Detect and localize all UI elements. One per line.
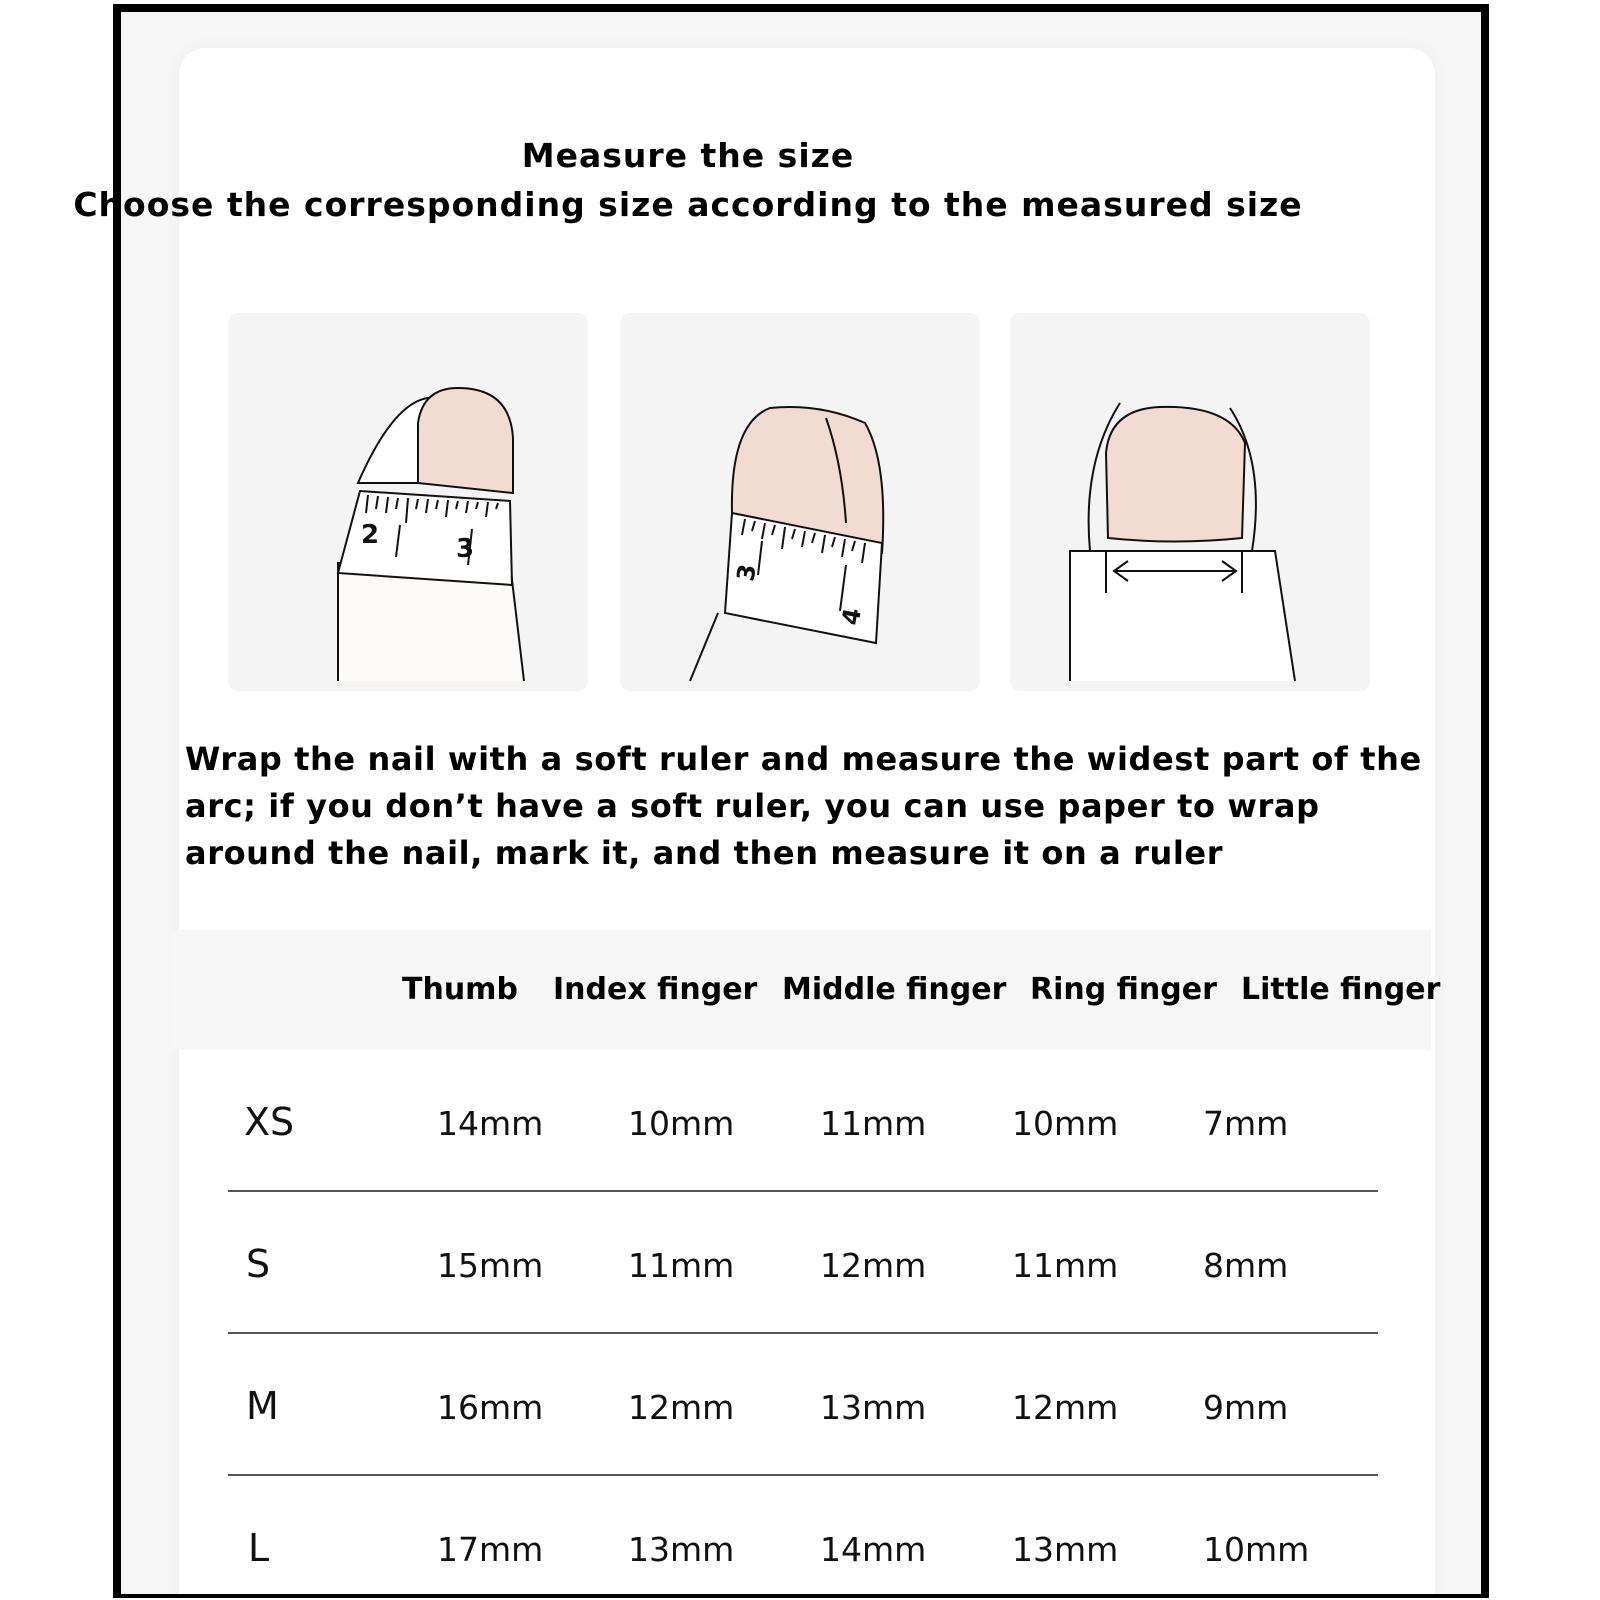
table-cell: 11mm	[1012, 1246, 1119, 1285]
table-cell: 11mm	[820, 1104, 927, 1143]
table-cell: 16mm	[437, 1388, 544, 1427]
size-label-s: S	[246, 1242, 271, 1286]
page-subtitle: Choose the corresponding size according to the measured size	[73, 185, 1303, 224]
column-header-index: Index finger	[553, 972, 758, 1007]
table-cell: 14mm	[437, 1104, 544, 1143]
table-cell: 7mm	[1203, 1104, 1289, 1143]
table-cell: 14mm	[820, 1530, 927, 1569]
column-header-little: Little finger	[1241, 972, 1441, 1007]
row-divider	[228, 1474, 1378, 1476]
table-cell: 13mm	[1012, 1530, 1119, 1569]
illustration-nail-width	[1010, 313, 1370, 691]
illustration-thumb	[228, 313, 588, 691]
table-cell: 15mm	[437, 1246, 544, 1285]
table-cell: 13mm	[820, 1388, 927, 1427]
column-header-thumb: Thumb	[402, 972, 518, 1007]
row-divider	[228, 1190, 1378, 1192]
table-cell: 13mm	[628, 1530, 735, 1569]
row-divider	[228, 1332, 1378, 1334]
ruler-number: 3	[456, 534, 475, 564]
table-cell: 10mm	[1012, 1104, 1119, 1143]
page-title: Measure the size	[521, 136, 855, 175]
ruler-number: 3	[731, 561, 762, 584]
table-cell: 12mm	[628, 1388, 735, 1427]
finger-ruler-wrap-icon	[620, 313, 980, 691]
nail-width-arrow-icon	[1010, 313, 1370, 691]
table-cell: 9mm	[1203, 1388, 1289, 1427]
table-cell: 12mm	[820, 1246, 927, 1285]
table-cell: 12mm	[1012, 1388, 1119, 1427]
measurement-instructions: Wrap the nail with a soft ruler and measure the widest part of the arc; if you don’t have a soft ruler, you can use paper to wrap around the nail, mark it, and then measure it on a ruler	[185, 740, 1422, 872]
size-label-m: M	[246, 1384, 279, 1428]
column-header-ring: Ring finger	[1030, 972, 1217, 1007]
table-cell: 11mm	[628, 1246, 735, 1285]
thumb-ruler-wrap-icon	[228, 313, 588, 691]
table-cell: 8mm	[1203, 1246, 1289, 1285]
ruler-number: 2	[361, 520, 380, 550]
ruler-number: 4	[836, 605, 867, 628]
illustration-index	[620, 313, 980, 691]
column-header-middle: Middle finger	[782, 972, 1007, 1007]
size-label-xs: XS	[244, 1100, 295, 1144]
table-cell: 17mm	[437, 1530, 544, 1569]
size-label-l: L	[248, 1526, 270, 1570]
table-cell: 10mm	[1203, 1530, 1310, 1569]
table-cell: 10mm	[628, 1104, 735, 1143]
